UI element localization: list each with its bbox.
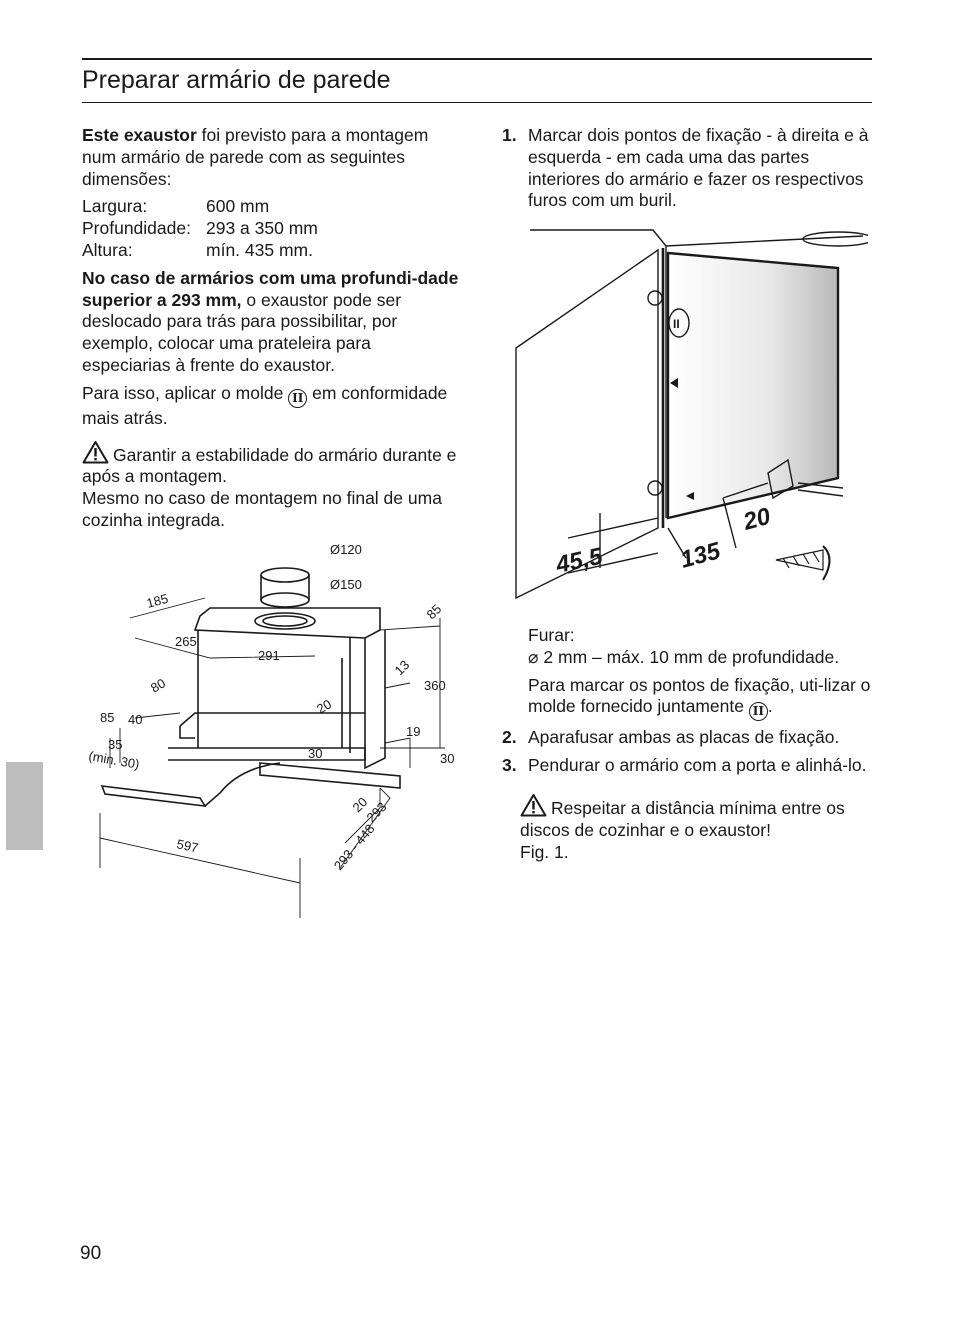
label-20a: 20	[314, 696, 335, 717]
right-column	[502, 125, 882, 212]
label-597: 597	[175, 836, 200, 856]
page-title: Preparar armário de parede	[82, 66, 391, 94]
warning-text-1: Garantir a estabilidade do armário durante e após a montagem.	[82, 444, 457, 487]
step-1-text: Marcar dois pontos de fixação - à direita e à esquerda - em cada uma das partes interiores do armário e fazer os respectivos furos com um buril.	[528, 125, 869, 211]
step-2-number: 2.	[502, 727, 517, 748]
dim-label-depth: Profundidade:	[82, 218, 191, 239]
dim-value-height: mín. 435 mm.	[206, 239, 313, 260]
step-3-number: 3.	[502, 755, 517, 776]
intro-text: foi previsto para a montagem num armário de parede com as seguintes dimensões:	[82, 125, 429, 189]
label-19: 19	[406, 724, 421, 739]
cabinet-back-panel	[668, 253, 838, 518]
warning-triangle-icon-2	[520, 793, 547, 817]
deep-cabinet-text: o exaustor pode ser deslocado para trás para possibilitar, por exemplo, colocar uma prateleira para especiarias à frente do exaustor.	[82, 289, 402, 375]
intro-paragraph	[82, 125, 462, 190]
cabinet-mounting-diagram	[508, 228, 868, 600]
deep-cabinet-paragraph	[82, 268, 462, 377]
marking-text-before: Para marcar os pontos de fixação, uti-lizar o molde fornecido juntamente	[528, 674, 871, 717]
label-min30: (min. 30)	[87, 748, 141, 772]
header-rule-bottom	[82, 102, 872, 103]
label-293-448: 293 - 448	[330, 821, 378, 873]
template-symbol-icon-2: II	[749, 702, 768, 721]
marking-paragraph	[502, 675, 882, 722]
template-paragraph	[82, 383, 462, 430]
marking-text-after: .	[767, 696, 773, 717]
warning-paragraph	[82, 440, 462, 532]
label-185: 185	[144, 590, 170, 611]
label-13: 13	[391, 657, 413, 679]
label-40: 40	[128, 712, 143, 727]
label-80: 80	[148, 675, 169, 696]
step-1-number: 1.	[502, 125, 517, 145]
label-d150: Ø150	[330, 577, 362, 592]
label-265: 265	[175, 634, 197, 649]
dim-label-width: Largura:	[82, 196, 148, 217]
label-291: 291	[258, 648, 280, 663]
dimensions-table	[82, 196, 462, 261]
label-20: 20	[740, 502, 774, 536]
screw-icon	[776, 546, 830, 580]
template-text-after: em conformidade mais atrás.	[82, 382, 448, 428]
warning-text-2: Mesmo no caso de montagem no final de uma cozinha integrada.	[82, 488, 442, 530]
dim-value-width: 600 mm	[206, 196, 270, 217]
warning-paragraph-2	[502, 793, 882, 863]
label-d120: Ø120	[330, 542, 362, 557]
label-45-5: 45,5	[553, 542, 605, 579]
dim-label-height: Altura:	[82, 239, 133, 260]
label-293: 293	[363, 799, 390, 826]
left-column	[82, 125, 462, 532]
label-20b: 20	[349, 794, 371, 816]
intro-bold: Este exaustor	[82, 125, 197, 145]
template-text-before: Para isso, aplicar o molde	[82, 382, 289, 403]
template-symbol-label: II	[673, 317, 680, 331]
step-2-text: Aparafusar ambas as placas de fixação.	[528, 727, 840, 748]
drill-spec: ⌀ 2 mm – máx. 10 mm de profundidade.	[528, 646, 840, 667]
chapter-tab	[6, 762, 43, 850]
label-30b: 30	[440, 751, 455, 766]
label-30a: 30	[308, 746, 323, 761]
warning-triangle-icon	[82, 440, 109, 464]
drill-label: Furar:	[528, 625, 575, 645]
page-number: 90	[80, 1243, 102, 1264]
right-column-lower	[502, 625, 882, 863]
label-35: 35	[108, 737, 123, 752]
template-symbol-icon: II	[288, 389, 307, 408]
label-85: 85	[100, 710, 115, 725]
step-3	[502, 755, 882, 777]
label-85-top: 85	[423, 601, 445, 623]
step-3-text: Pendurar o armário com a porta e alinhá-lo.	[528, 755, 867, 776]
step-1	[502, 125, 882, 212]
deep-cabinet-bold: No caso de armários com uma profundi-dade superior a 293 mm,	[82, 267, 459, 310]
hood-dimension-diagram	[80, 538, 470, 923]
warning-text-3: Respeitar a distância mínima entre os discos de cozinhar e o exaustor!	[520, 797, 845, 840]
label-135: 135	[677, 537, 724, 574]
step-2	[502, 727, 882, 749]
dim-value-depth: 293 a 350 mm	[206, 218, 318, 239]
label-360: 360	[424, 678, 446, 693]
figure-reference: Fig. 1.	[520, 841, 569, 862]
header-rule-top	[82, 58, 872, 60]
pipe-ring-top	[261, 568, 309, 582]
